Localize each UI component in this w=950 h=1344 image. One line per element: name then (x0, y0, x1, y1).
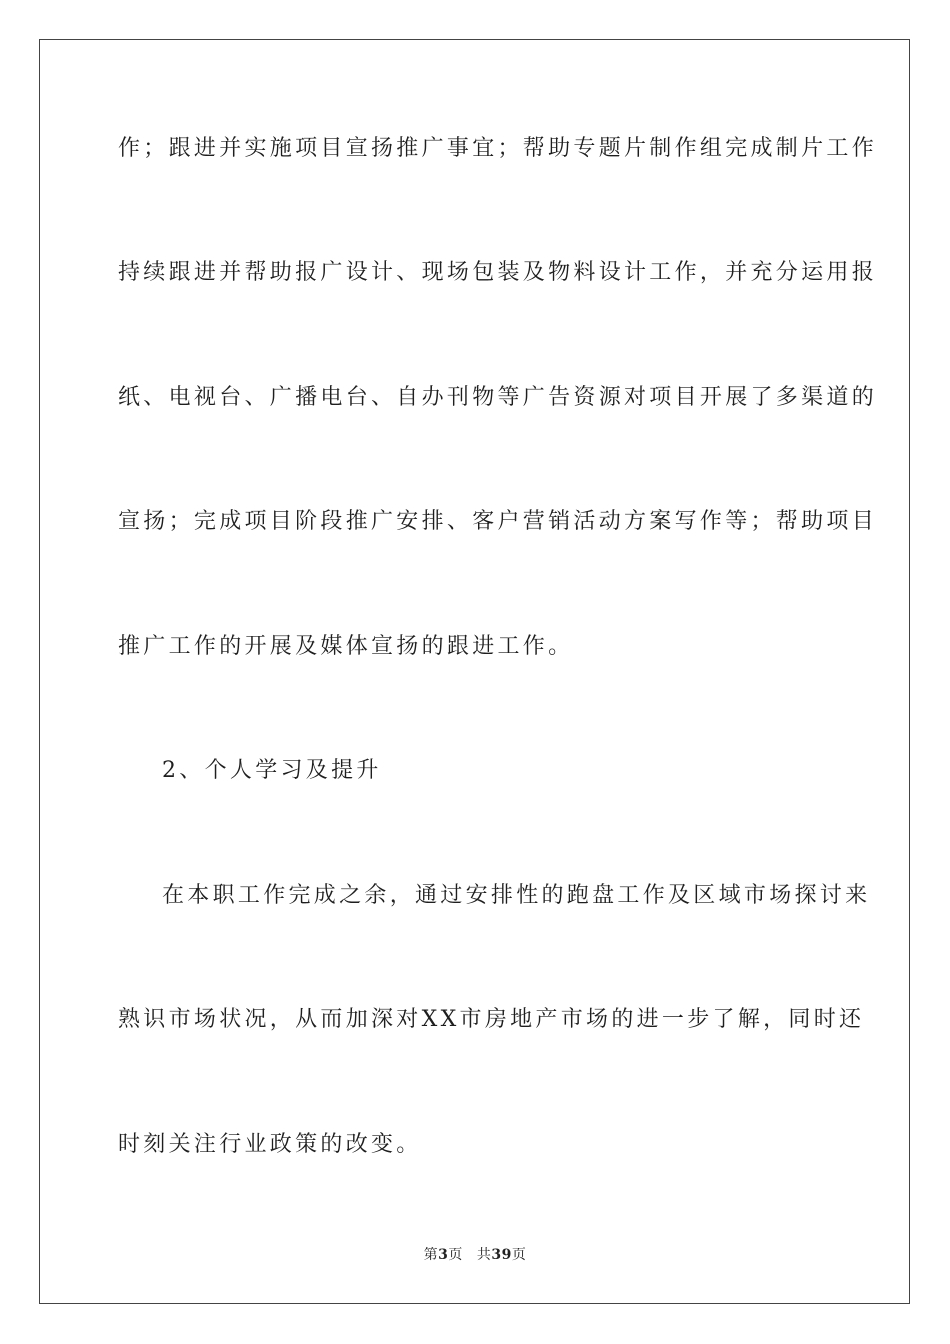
body-text-line: 在本职工作完成之余，通过安排性的跑盘工作及区域市场探讨来 (162, 883, 871, 908)
total-suffix: 页 (511, 1247, 527, 1263)
section-heading: 2、个人学习及提升 (162, 758, 382, 783)
body-text-line: 持续跟进并帮助报广设计、现场包装及物料设计工作，并充分运用报 (118, 260, 878, 285)
body-text-line: 熟识市场状况，从而加深对XX市房地产市场的进一步了解，同时还 (118, 1007, 865, 1032)
page-border (39, 39, 910, 1304)
page-footer (0, 1246, 950, 1264)
body-text-line: 推广工作的开展及媒体宣扬的跟进工作。 (118, 634, 574, 659)
body-text-line: 时刻关注行业政策的改变。 (118, 1132, 422, 1157)
page-number: 3 (438, 1247, 449, 1263)
total-prefix: 共 (476, 1247, 492, 1263)
page-prefix: 第 (423, 1247, 439, 1263)
body-text-line: 纸、电视台、广播电台、自办刊物等广告资源对项目开展了多渠道的 (118, 385, 878, 410)
body-text-line: 作；跟进并实施项目宣扬推广事宜；帮助专题片制作组完成制片工作 (118, 136, 878, 161)
total-pages: 39 (491, 1247, 512, 1263)
page-suffix: 页 (448, 1247, 463, 1263)
body-text-line: 宣扬；完成项目阶段推广安排、客户营销活动方案写作等；帮助项目 (118, 509, 878, 534)
